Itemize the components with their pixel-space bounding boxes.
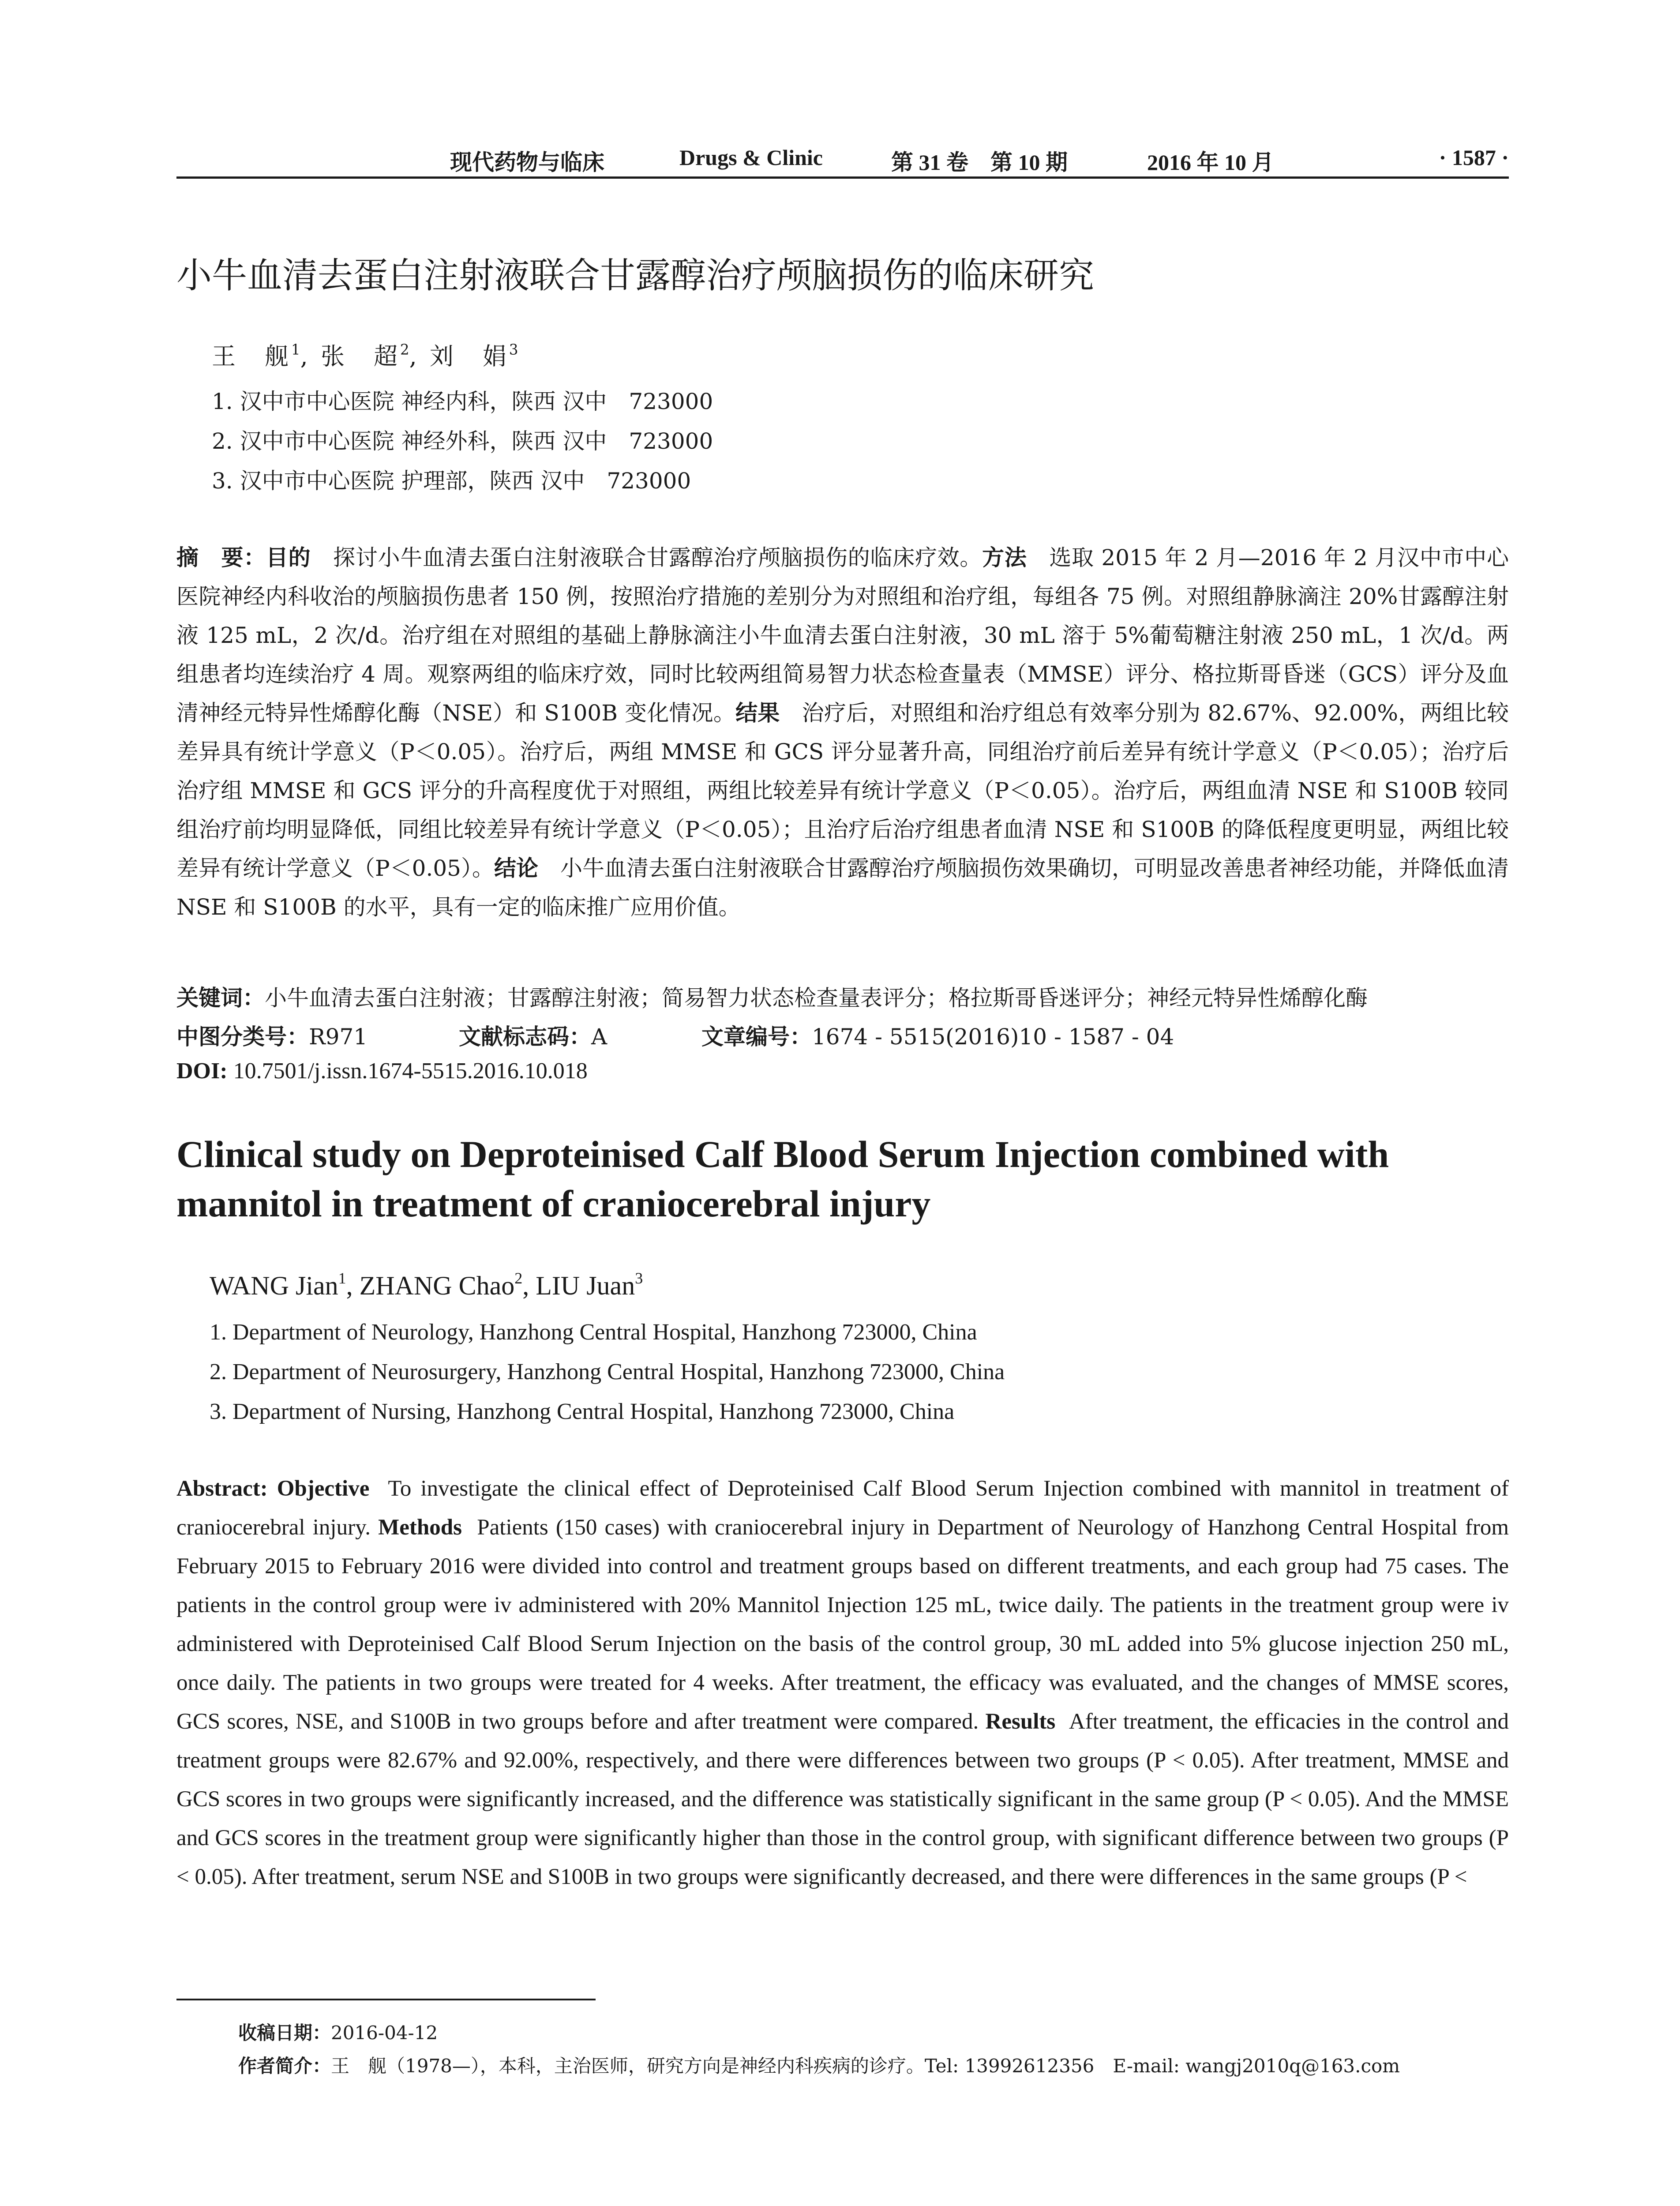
methods-label: 方法 bbox=[982, 545, 1027, 570]
conclusion-label: 结论 bbox=[494, 855, 538, 881]
en-abstract bbox=[176, 1469, 1509, 1896]
author-name: WANG Jian bbox=[210, 1271, 338, 1300]
objective-label: 目的 bbox=[266, 545, 311, 570]
en-affiliation: 2. Department of Neurosurgery, Hanzhong Central Hospital, Hanzhong 723000, China bbox=[210, 1359, 1005, 1384]
doc-code-value: A bbox=[591, 1024, 608, 1050]
keywords-line bbox=[176, 980, 1368, 1012]
author-name: ZHANG Chao bbox=[359, 1271, 515, 1300]
results-text: After treatment, the efficacies in the control and treatment groups were 82.67% and 92.00%, respectively, and there were differences between two groups (P < 0.05). After treatment, MMSE and GCS scores in two groups were significantly increased, and the difference was statistically significant in the same group (P < 0.05). And the MMSE and GCS scores in the treatment group were significantly higher than those in the control group, with significant difference between two groups (P < 0.05). After treatment, serum NSE and S100B in two groups were significantly decreased, and there were differences in the same groups (P < bbox=[176, 1709, 1509, 1889]
results-label: 结果 bbox=[735, 700, 780, 726]
article-no-label: 文章编号： bbox=[701, 1024, 812, 1050]
cn-abstract bbox=[176, 538, 1509, 927]
doi-value: 10.7501/j.issn.1674-5515.2016.10.018 bbox=[233, 1058, 588, 1084]
clc-label: 中图分类号： bbox=[176, 1024, 309, 1050]
classification-line bbox=[176, 1019, 1174, 1051]
keywords-label: 关键词： bbox=[176, 985, 265, 1011]
clc-value: R971 bbox=[309, 1024, 368, 1050]
methods-text: 选取 2015 年 2 月—2016 年 2 月汉中市中心医院神经内科收治的颅脑损伤患者 150 例，按照治疗措施的差别分为对照组和治疗组，每组各 75 例。对照组静脉滴注 20%甘露醇注射液 125 mL，2 次/d。治疗组在对照组的基础上静脉滴注小牛血清去蛋白注射液，30 mL 溶于 5%葡萄糖注射液 250 mL，1 次/d。两组患者均连续治疗 4 周。观察两组的临床疗效，同时比较两组简易智力状态检查量表（MMSE）评分、格拉斯哥昏迷（GCS）评分及血清神经元特异性烯醇化酶（NSE）和 S100B 变化情况。 bbox=[176, 545, 1509, 726]
doi-line bbox=[176, 1058, 588, 1084]
received-date-footnote bbox=[238, 2018, 438, 2045]
results-text: 治疗后，对照组和治疗组总有效率分别为 82.67%、92.00%，两组比较差异具有统计学意义（P＜0.05）。治疗后，两组 MMSE 和 GCS 评分显著升高，同组治疗前后差异有统计学意义（P＜0.05）；治疗后治疗组 MMSE 和 GCS 评分的升高程度优于对照组，两组比较差异有统计学意义（P＜0.05）。治疗后，两组血清 NSE 和 S100B 较同组治疗前均明显降低，同组比较差异有统计学意义（P＜0.05）；且治疗后治疗组患者血清 NSE 和 S100B 的降低程度更明显，两组比较差异有统计学意义（P＜0.05）。 bbox=[176, 700, 1509, 881]
methods-label: Methods bbox=[378, 1515, 462, 1540]
author-affil-mark: 2 bbox=[514, 1269, 523, 1287]
objective-text: 探讨小牛血清去蛋白注射液联合甘露醇治疗颅脑损伤的临床疗效。 bbox=[333, 545, 982, 570]
doc-code-label: 文献标志码： bbox=[459, 1024, 591, 1050]
author-bio-label: 作者简介： bbox=[238, 2055, 331, 2077]
conclusion-text: 小牛血清去蛋白注射液联合甘露醇治疗颅脑损伤效果确切，可明显改善患者神经功能，并降低血清 NSE 和 S100B 的水平，具有一定的临床推广应用价值。 bbox=[176, 855, 1509, 920]
running-header bbox=[176, 140, 1509, 176]
volume-issue: 第 31 卷 第 10 期 bbox=[891, 150, 1068, 175]
author-name: 刘 娟 bbox=[429, 342, 509, 370]
author-affil-mark: 1 bbox=[338, 1269, 346, 1287]
methods-text: Patients (150 cases) with craniocerebral injury in Department of Neurology of Hanzhong Central Hospital from February 2015 to February 2016 were divided into control and treatment groups based on different treatments, and each group had 75 cases. The patients in the control group were iv administered with 20% Mannitol Injection 125 mL, twice daily. The patients in the treatment group were iv administered with Deproteinised Calf Blood Serum Injection on the basis of the control group, 30 mL added into 5% glucose injection 250 mL, once daily. The patients in two groups were treated for 4 weeks. After treatment, the efficacy was evaluated, and the changes of MMSE scores, GCS scores, NSE, and S100B in two groups before and after treatment were compared. bbox=[176, 1515, 1509, 1734]
received-value: 2016-04-12 bbox=[331, 2022, 438, 2044]
header-rule bbox=[176, 176, 1509, 179]
author-bio-footnote bbox=[238, 2052, 1400, 2078]
objective-label: Objective bbox=[277, 1476, 370, 1501]
abstract-label: Abstract: bbox=[176, 1476, 268, 1501]
keywords-text: 小牛血清去蛋白注射液；甘露醇注射液；简易智力状态检查量表评分；格拉斯哥昏迷评分；神经元特异性烯醇化酶 bbox=[265, 985, 1368, 1011]
objective-text: To investigate the clinical effect of Deproteinised Calf Blood Serum Injection combined with mannitol in treatment of craniocerebral injury. bbox=[176, 1476, 1509, 1540]
issue-date: 2016 年 10 月 bbox=[1147, 150, 1274, 175]
cn-affiliation: 1. 汉中市中心医院 神经内科，陕西 汉中 723000 bbox=[212, 389, 713, 414]
author-affil-mark: 1 bbox=[291, 341, 300, 358]
en-authors: WANG Jian$^1$, ZHANG Chao$^2$, LIU Juan$^3$ bbox=[210, 1269, 643, 1300]
author-affil-mark: 3 bbox=[509, 341, 518, 358]
journal-name-cn: 现代药物与临床 bbox=[450, 150, 604, 175]
author-affil-mark: 3 bbox=[635, 1269, 643, 1287]
en-affiliation: 1. Department of Neurology, Hanzhong Central Hospital, Hanzhong 723000, China bbox=[210, 1320, 977, 1345]
author-name: 王 舰 bbox=[212, 342, 291, 370]
cn-authors: 王 舰$^1$, 张 超$^2$, 刘 娟$^3$ bbox=[212, 341, 518, 370]
results-label: Results bbox=[985, 1709, 1056, 1734]
author-name: LIU Juan bbox=[536, 1271, 635, 1300]
doi-label: DOI: bbox=[176, 1058, 228, 1084]
journal-name-en: Drugs & Clinic bbox=[679, 145, 823, 170]
en-title: Clinical study on Deproteinised Calf Blood Serum Injection combined with mannitol in treatment of craniocerebral injury bbox=[176, 1133, 1389, 1225]
author-affil-mark: 2 bbox=[400, 341, 409, 358]
page-number: · 1587 · bbox=[1439, 145, 1509, 170]
footnote-rule bbox=[176, 1999, 596, 2000]
received-label: 收稿日期： bbox=[238, 2022, 331, 2044]
cn-title: 小牛血清去蛋白注射液联合甘露醇治疗颅脑损伤的临床研究 bbox=[176, 255, 1094, 296]
cn-affiliation: 2. 汉中市中心医院 神经外科，陕西 汉中 723000 bbox=[212, 428, 713, 454]
abstract-label: 摘 要： bbox=[176, 545, 266, 570]
en-affiliation: 3. Department of Nursing, Hanzhong Central Hospital, Hanzhong 723000, China bbox=[210, 1399, 955, 1424]
article-no-value: 1674 - 5515(2016)10 - 1587 - 04 bbox=[812, 1024, 1174, 1050]
author-name: 张 超 bbox=[320, 342, 400, 370]
cn-affiliation: 3. 汉中市中心医院 护理部，陕西 汉中 723000 bbox=[212, 468, 691, 494]
author-bio-text: 王 舰（1978—），本科，主治医师，研究方向是神经内科疾病的诊疗。Tel: 13992612356 E-mail: wangj2010q@163.com bbox=[331, 2055, 1400, 2077]
